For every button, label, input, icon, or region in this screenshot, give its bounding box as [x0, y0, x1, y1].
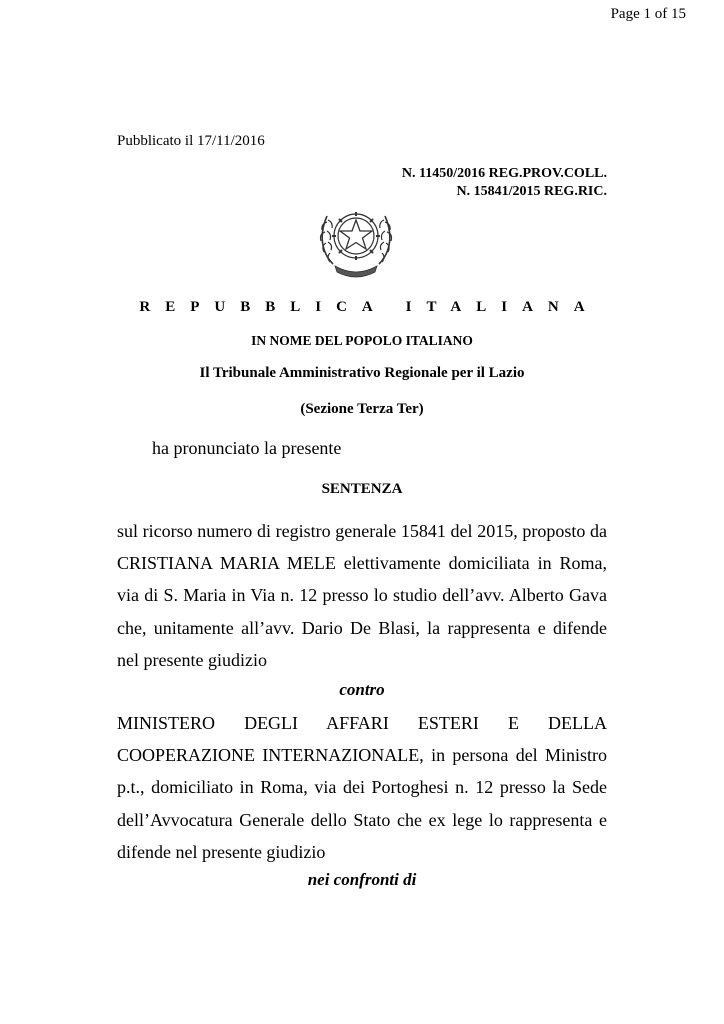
in-nome-heading: IN NOME DEL POPOLO ITALIANO [251, 333, 473, 348]
reg-prov-coll: N. 11450/2016 REG.PROV.COLL. [401, 166, 607, 181]
nei-confronti-title: nei confronti di [307, 870, 417, 889]
reg-ric: N. 15841/2015 REG.RIC. [456, 184, 607, 199]
sentenza-title: SENTENZA [321, 481, 403, 497]
republic-heading: REPUBBLICA ITALIANA [139, 299, 600, 315]
ricorso-paragraph: sul ricorso numero di registro generale 15841 del 2015, proposto da CRISTIANA MARIA MELE elettivamente domiciliata in Roma, via di S. Maria in Via n. 12 presso lo studio dell’avv. Alberto Gava che, unitamente all’avv. Dario De Blasi, la rappresenta e difende nel presente giudizio [117, 521, 607, 670]
italian-republic-emblem-icon [315, 198, 397, 282]
tribunal-heading: Il Tribunale Amministrativo Regionale per il Lazio [199, 365, 525, 381]
registry-numbers [402, 165, 607, 201]
publication-date: Pubblicato il 17/11/2016 [117, 133, 265, 149]
ministero-paragraph: MINISTERO DEGLI AFFARI ESTERI E DELLA COOPERAZIONE INTERNAZIONALE, in persona del Ministro p.t., domiciliato in Roma, via dei Portoghesi n. 12 presso la Sede dell’Avvocatura Generale dello Stato che ex lege lo rappresenta e difende nel presente giudizio [117, 713, 607, 862]
page-number: Page 1 of 15 [610, 6, 686, 22]
contro-title: contro [339, 680, 385, 699]
section-heading: (Sezione Terza Ter) [300, 401, 424, 417]
intro-text: ha pronunciato la presente [152, 438, 342, 458]
